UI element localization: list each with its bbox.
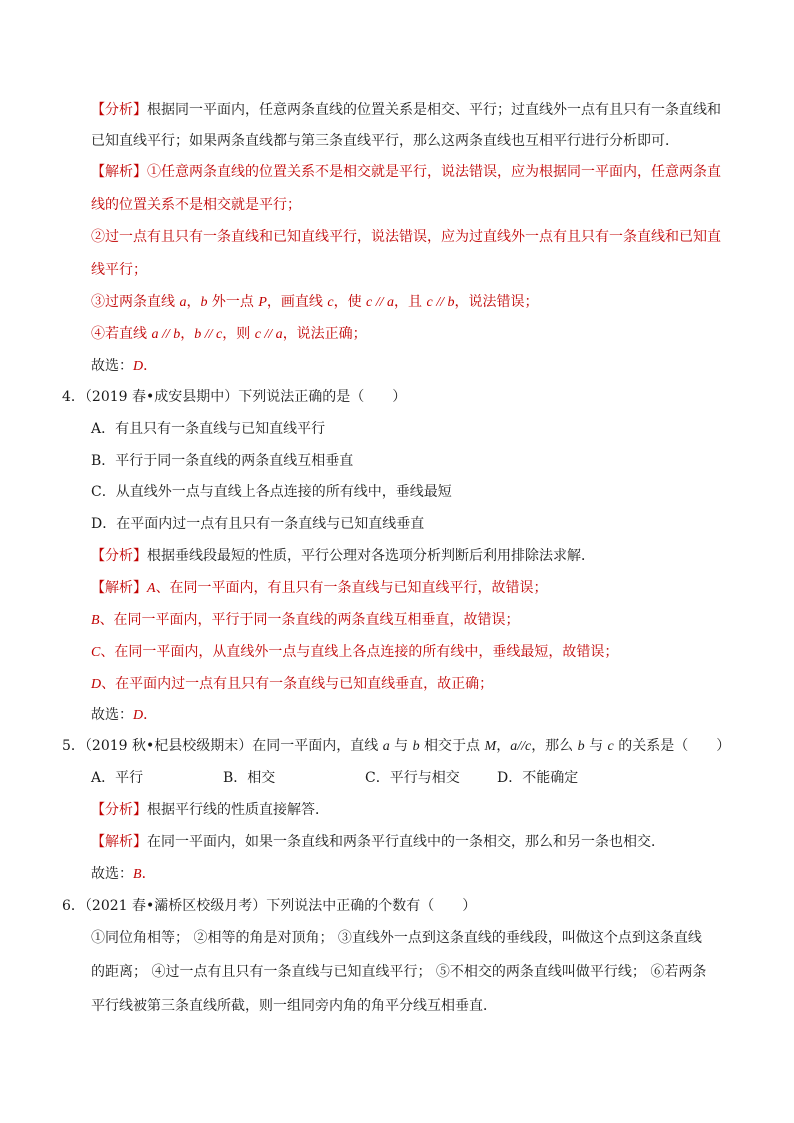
answer-label: 故选：	[91, 707, 133, 723]
text-span: ，那么	[531, 738, 578, 754]
math-a: a	[382, 739, 390, 754]
text-span: 与	[584, 738, 608, 754]
math-c: c	[327, 295, 334, 310]
text-span: 5．（2019 秋•杞县校级期末）在同一平面内，直线	[62, 738, 383, 754]
answer-value: B	[133, 867, 142, 882]
q4-solution-b	[91, 610, 520, 631]
text-span: 的关系是（ ）	[613, 738, 731, 754]
q6-statements-line-2: 的距离； ④过一点有且只有一条直线与已知直线平行； ⑤不相交的两条直线叫做平行线； ⑥若两条	[91, 964, 707, 980]
solution-line-6	[91, 324, 367, 345]
letter-b: B	[91, 613, 100, 628]
solution-text: 、在平面内过一点有且只有一条直线与已知直线垂直，故正确；	[101, 676, 494, 692]
text-span: ，说法错误；	[454, 294, 539, 310]
analysis-line-1	[91, 100, 721, 120]
solution-line-2: 线的位置关系不是相交就是平行；	[91, 197, 301, 213]
q6-statements-line-3: 平行线被第三条直线所截，则一组同旁内角的角平分线互相垂直．	[91, 998, 497, 1014]
q4-answer	[91, 705, 157, 726]
letter-a: A	[147, 581, 156, 596]
answer-end: ．	[143, 707, 158, 723]
q4-option-c: C．从直线外一点与直线上各点连接的所有线中，垂线最短	[91, 484, 452, 500]
q5-option-b: B．相交	[223, 770, 276, 786]
q4-option-a: A．有且只有一条直线与已知直线平行	[91, 421, 326, 437]
analysis-line-2: 已知直线平行；如果两条直线都与第三条直线平行，那么这两条直线也互相平行进行分析即可．	[91, 133, 679, 149]
letter-d: D	[91, 677, 102, 692]
answer-label: 故选：	[91, 358, 133, 374]
solution-tag: 【解析】	[91, 834, 147, 850]
analysis-tag: 【分析】	[91, 548, 147, 564]
text-span: ，则	[222, 326, 255, 342]
solution-text: ①任意两条直线的位置关系不是相交就是平行，说法错误，应为根据同一平面内，任意两条直	[147, 164, 721, 180]
answer-end: ．	[141, 866, 156, 882]
math-c: c	[607, 739, 614, 754]
q4-analysis	[91, 546, 595, 566]
solution-tag: 【解析】	[91, 580, 147, 596]
solution-tag: 【解析】	[91, 164, 147, 180]
text-span: ，说法正确；	[282, 326, 367, 342]
q5-option-d: D．不能确定	[497, 770, 579, 786]
q4-option-d: D．在平面内过一点有且只有一条直线与已知直线垂直	[91, 516, 425, 532]
math-a-parallel-b: a // b	[151, 327, 181, 342]
solution-text: 在同一平面内，如果一条直线和两条平行直线中的一条相交，那么和另一条也相交．	[147, 834, 665, 850]
answer-end: ．	[143, 358, 158, 374]
text-span: ③过两条直线	[91, 294, 180, 310]
answer-value: D	[133, 708, 144, 723]
text-span: ，	[186, 294, 201, 310]
text-span: ，画直线	[266, 294, 328, 310]
q5-answer	[91, 864, 156, 885]
q4-option-b: B．平行于同一条直线的两条直线互相垂直	[91, 453, 354, 469]
question-4-stem: 4．（2019 春•成安县期中）下列说法正确的是（ ）	[62, 389, 407, 405]
math-a: a	[179, 295, 187, 310]
solution-line-3: ②过一点有且只有一条直线和已知直线平行，说法错误，应为过直线外一点有且只有一条直线和已知直	[91, 229, 721, 245]
math-b: b	[577, 739, 585, 754]
solution-line-4: 线平行；	[91, 262, 147, 278]
analysis-tag: 【分析】	[91, 102, 147, 118]
question-5-stem	[62, 736, 730, 757]
math-M: M	[484, 739, 497, 754]
text-span: ，	[180, 326, 195, 342]
text-span: ④若直线	[91, 326, 152, 342]
math-b: b	[200, 295, 208, 310]
solution-text: 、在同一平面内，平行于同一条直线的两条直线互相垂直，故错误；	[99, 612, 520, 628]
analysis-text: 根据垂线段最短的性质，平行公理对各选项分析判断后利用排除法求解．	[147, 548, 595, 564]
text-span: 相交于点	[419, 738, 485, 754]
text-span: ，且	[394, 294, 427, 310]
q5-option-c: C．平行与相交	[365, 770, 460, 786]
math-c-parallel-a: c // a	[366, 295, 395, 310]
solution-text: 、在同一平面内，有且只有一条直线与已知直线平行，故错误；	[155, 580, 548, 596]
solution-line-1	[91, 162, 721, 182]
solution-text: 、在同一平面内，从直线外一点与直线上各点连接的所有线中，垂线最短，故错误；	[100, 644, 619, 660]
question-6-stem: 6．（2021 春•灞桥区校级月考）下列说法中正确的个数有（ ）	[62, 898, 477, 914]
q4-solution-c	[91, 642, 618, 663]
math-P: P	[258, 295, 267, 310]
answer-label: 故选：	[91, 866, 133, 882]
letter-c: C	[91, 645, 101, 660]
q4-solution-a	[91, 578, 548, 599]
text-span: 外一点	[207, 294, 259, 310]
math-b-parallel-c: b // c	[194, 327, 223, 342]
math-b: b	[412, 739, 420, 754]
text-span: ，使	[333, 294, 367, 310]
text-span: ，	[496, 738, 511, 754]
math-c-parallel-a: c // a	[254, 327, 283, 342]
answer-value: D	[133, 359, 144, 374]
math-c-parallel-b: c // b	[426, 295, 455, 310]
text-span: 与	[389, 738, 413, 754]
q6-statements-line-1: ①同位角相等； ②相等的角是对顶角； ③直线外一点到这条直线的垂线段，叫做这个点到这条直线	[91, 930, 702, 946]
q5-option-a: A．平行	[91, 770, 144, 786]
solution-line-5	[91, 292, 539, 313]
analysis-tag: 【分析】	[91, 802, 147, 818]
q4-solution-d	[91, 674, 493, 695]
answer-line	[91, 356, 157, 377]
analysis-text: 根据平行线的性质直接解答．	[147, 802, 329, 818]
q5-solution	[91, 832, 665, 852]
math-a-parallel-c: a//c	[510, 739, 532, 754]
analysis-text: 根据同一平面内，任意两条直线的位置关系是相交、平行；过直线外一点有且只有一条直线和	[147, 102, 721, 118]
q5-analysis	[91, 800, 329, 820]
